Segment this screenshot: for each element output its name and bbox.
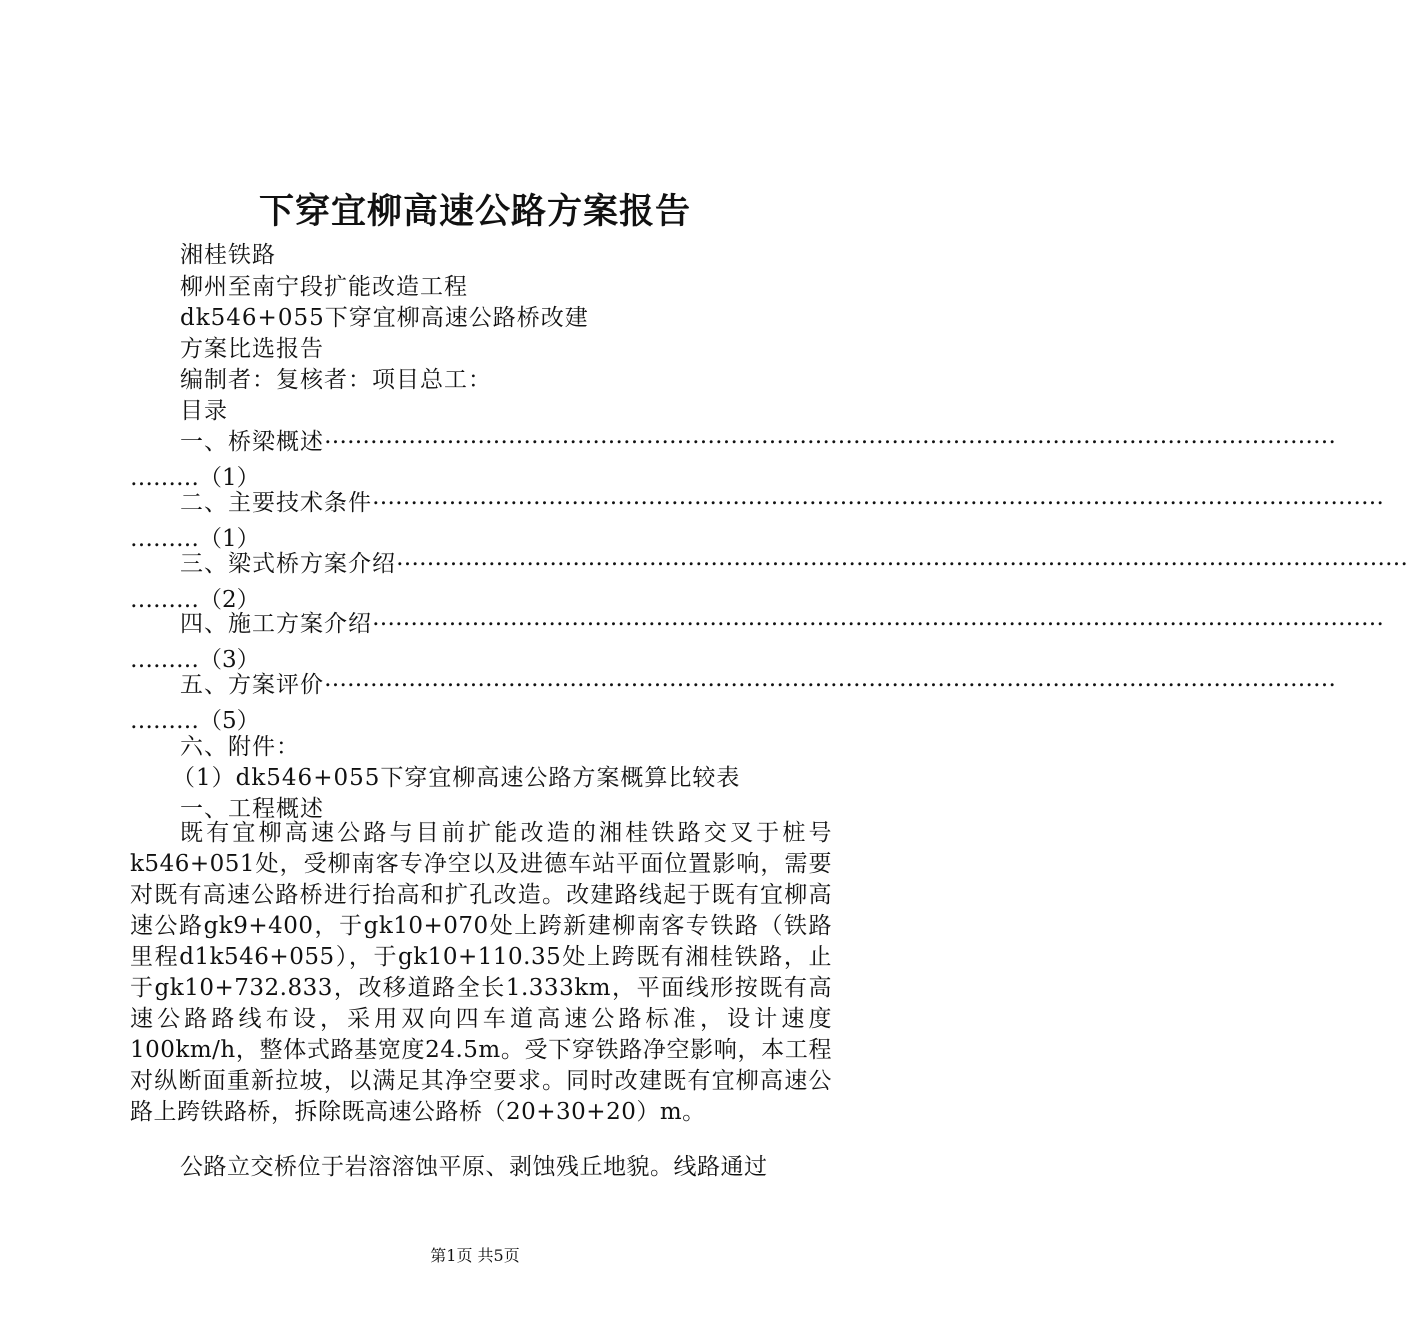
- toc-entry: [130, 666, 1336, 735]
- toc-leader: ……………………………………………………………………………………………………………………: [372, 605, 1384, 631]
- toc-leader-tail: ………: [130, 526, 199, 552]
- toc-leader: ……………………………………………………………………………………………………………………: [396, 545, 1408, 571]
- toc-entry: [130, 423, 1336, 492]
- toc-leader-tail: ………: [130, 465, 199, 491]
- toc-entry-label: 四、施工方案介绍: [180, 611, 372, 637]
- toc-entry-label: 二、主要技术条件: [180, 490, 372, 516]
- toc-entry-page: （2）: [199, 587, 260, 613]
- header-line-project: 柳州至南宁段扩能改造工程: [180, 274, 468, 300]
- toc-entry-page: （1）: [199, 465, 260, 491]
- header-line-bridge: dk546+055下穿宜柳高速公路桥改建: [180, 305, 589, 331]
- toc-entry: [130, 484, 1384, 553]
- toc-entry-label: 一、桥梁概述: [180, 429, 324, 455]
- attachment-item: （1）dk546+055下穿宜柳高速公路方案概算比较表: [172, 765, 741, 791]
- toc-entry-page: （1）: [199, 526, 260, 552]
- toc-leader-tail: ………: [130, 708, 199, 734]
- overview-paragraph: 既有宜柳高速公路与目前扩能改造的湘桂铁路交叉于桩号k546+051处，受柳南客专净空以及进德车站平面位置影响，需要对既有高速公路桥进行抬高和扩孔改造。改建路线起于既有宜柳高速公路gk9+400，于gk10+070处上跨新建柳南客专铁路（铁路里程d1k546+055），于gk10+110.35处上跨既有湘桂铁路，止于gk10+732.833，改移道路全长1.333km，平面线形按既有高速公路路线布设，采用双向四车道高速公路标准，设计速度100km/h，整体式路基宽度24.5m。受下穿铁路净空影响，本工程对纵断面重新拉坡，以满足其净空要求。同时改建既有宜柳高速公路上跨铁路桥，拆除既高速公路桥（20+30+20）m。: [130, 820, 832, 1125]
- toc-entry: [130, 605, 1384, 674]
- toc-entry-page: （3）: [199, 647, 260, 673]
- attachments-heading: 六、附件：: [180, 734, 300, 760]
- toc-entry-label: 三、梁式桥方案介绍: [180, 551, 396, 577]
- page-footer: 第1页 共5页: [430, 1246, 520, 1265]
- document-title: 下穿宜柳高速公路方案报告: [258, 191, 691, 232]
- toc-leader-tail: ………: [130, 587, 199, 613]
- toc-leader-tail: ………: [130, 647, 199, 673]
- geology-paragraph: 公路立交桥位于岩溶溶蚀平原、剥蚀残丘地貌。线路通过: [180, 1154, 768, 1180]
- section-heading: 一、工程概述: [180, 796, 324, 822]
- toc-leader: ……………………………………………………………………………………………………………………: [324, 423, 1336, 449]
- header-line-railway: 湘桂铁路: [180, 242, 276, 268]
- toc-heading: 目录: [180, 398, 228, 424]
- toc-leader: ……………………………………………………………………………………………………………………: [372, 484, 1384, 510]
- header-line-report: 方案比选报告: [180, 336, 324, 362]
- toc-entry: [130, 545, 1408, 614]
- toc-entry-page: （5）: [199, 708, 260, 734]
- toc-entry-label: 五、方案评价: [180, 672, 324, 698]
- header-line-authors: 编制者：复核者：项目总工：: [180, 367, 492, 393]
- toc-leader: ……………………………………………………………………………………………………………………: [324, 666, 1336, 692]
